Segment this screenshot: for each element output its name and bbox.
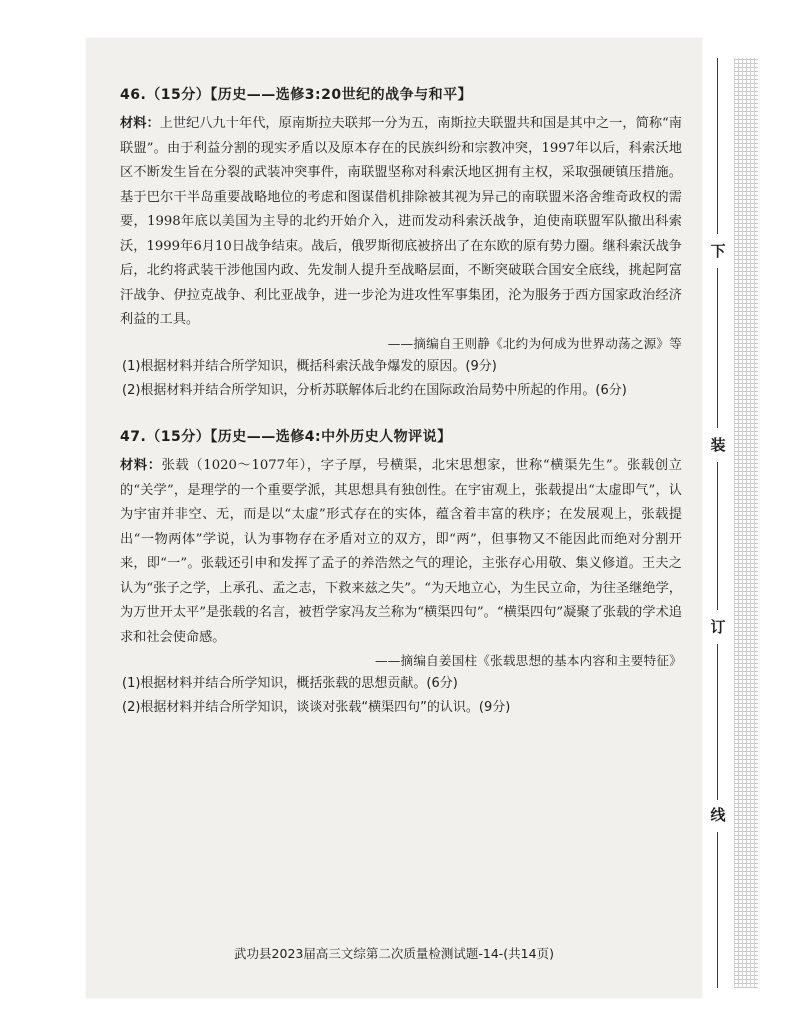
question-47-sub1: (1)根据材料并结合所学知识，概括张载的思想贡献。(6分) bbox=[122, 676, 458, 691]
question-47-heading: 47.（15分）【历史——选修4:中外历史人物评说】 bbox=[120, 429, 452, 445]
question-46 bbox=[120, 84, 682, 403]
exam-page bbox=[86, 38, 702, 998]
binding-line bbox=[717, 268, 718, 428]
binding-margin bbox=[706, 58, 732, 988]
binding-line bbox=[717, 58, 718, 234]
binding-line bbox=[717, 462, 718, 610]
page-footer: 武功县2023届高三文综第二次质量检测试题-14-(共14页) bbox=[234, 946, 554, 961]
question-47-material bbox=[120, 454, 682, 650]
binding-char-zhuang: 装 bbox=[706, 434, 730, 455]
question-46-sub2: (2)根据材料并结合所学知识，分析苏联解体后北约在国际政治局势中所起的作用。(6分) bbox=[122, 382, 627, 398]
material-text: 上世纪八九十年代，原南斯拉夫联邦一分为五，南斯拉夫联盟共和国是其中之一，简称“南联盟”。由于利益分割的现实矛盾以及原本存在的民族纠纷和宗教冲突，1997年以后，科索沃地区不断发生旨在分裂的武装冲突事件，南联盟坚称对科索沃地区拥有主权，采取强硬镇压措施。基于巴尔干半岛重要战略地位的考虑和图谋借机排除被其视为异己的南联盟米洛舍维奇政权的需要，1998年底以美国为主导的北约开始介入，进而发动科索沃战争，迫使南联盟军队撤出科索沃，1999年6月10日战争结束。战后，俄罗斯彻底被挤出了在东欧的原有势力圈。继科索沃战争后，北约将武装干涉他国内政、先发制人提升至战略层面，不断突破联合国安全底线，挑起阿富汗战争、伊拉克战争、利比亚战争，进一步沦为进攻性军事集团，沦为服务于西方国家政治经济利益的工具。 bbox=[120, 116, 682, 327]
question-46-material bbox=[120, 112, 682, 333]
material-label: 材料： bbox=[120, 116, 160, 131]
material-text: 张载（1020～1077年），字子厚，号横渠，北宋思想家，世称“横渠先生”。张载创立的“关学”，是理学的一个重要学派，其思想具有独创性。在宇宙观上，张载提出“太虚即气”，认为宇宙并非空、无，而是以“太虚”形式存在的实体，蕴含着丰富的秩序；在发展观上，张载提出“一物两体”学说，认为事物存在矛盾对立的双方，即“两”，但事物又不能因此而绝对分割开来，即“一”。张载还引申和发挥了孟子的养浩然之气的理论，主张存心用敬、集义修道。王夫之认为“张子之学，上承孔、孟之志，下救来兹之失”。“为天地立心，为生民立命，为往圣继绝学，为万世开太平”是张载的名言，被哲学家冯友兰称为“横渠四句”。“横渠四句”凝聚了张载的学术追求和社会使命感。 bbox=[120, 458, 682, 645]
question-47 bbox=[120, 426, 682, 720]
question-46-heading: 46.（15分）【历史——选修3:20世纪的战争与和平】 bbox=[120, 87, 473, 103]
material-label: 材料： bbox=[120, 458, 162, 473]
binding-line bbox=[717, 832, 718, 988]
question-46-source: ——摘编自王则静《北约为何成为世界动荡之源》等 bbox=[387, 335, 682, 351]
binding-char-xian: 线 bbox=[706, 804, 730, 825]
question-47-sub2: (2)根据材料并结合所学知识，谈谈对张载“横渠四句”的认识。(9分) bbox=[122, 700, 511, 715]
binding-char-xia: 下 bbox=[706, 240, 730, 261]
security-pattern-strip bbox=[734, 58, 758, 988]
question-46-sub1: (1)根据材料并结合所学知识，概括科索沃战争爆发的原因。(9分) bbox=[122, 358, 497, 374]
question-47-source: ——摘编自姜国柱《张载思想的基本内容和主要特征》 bbox=[374, 653, 682, 668]
binding-line bbox=[717, 644, 718, 800]
binding-char-ding: 订 bbox=[706, 616, 730, 637]
